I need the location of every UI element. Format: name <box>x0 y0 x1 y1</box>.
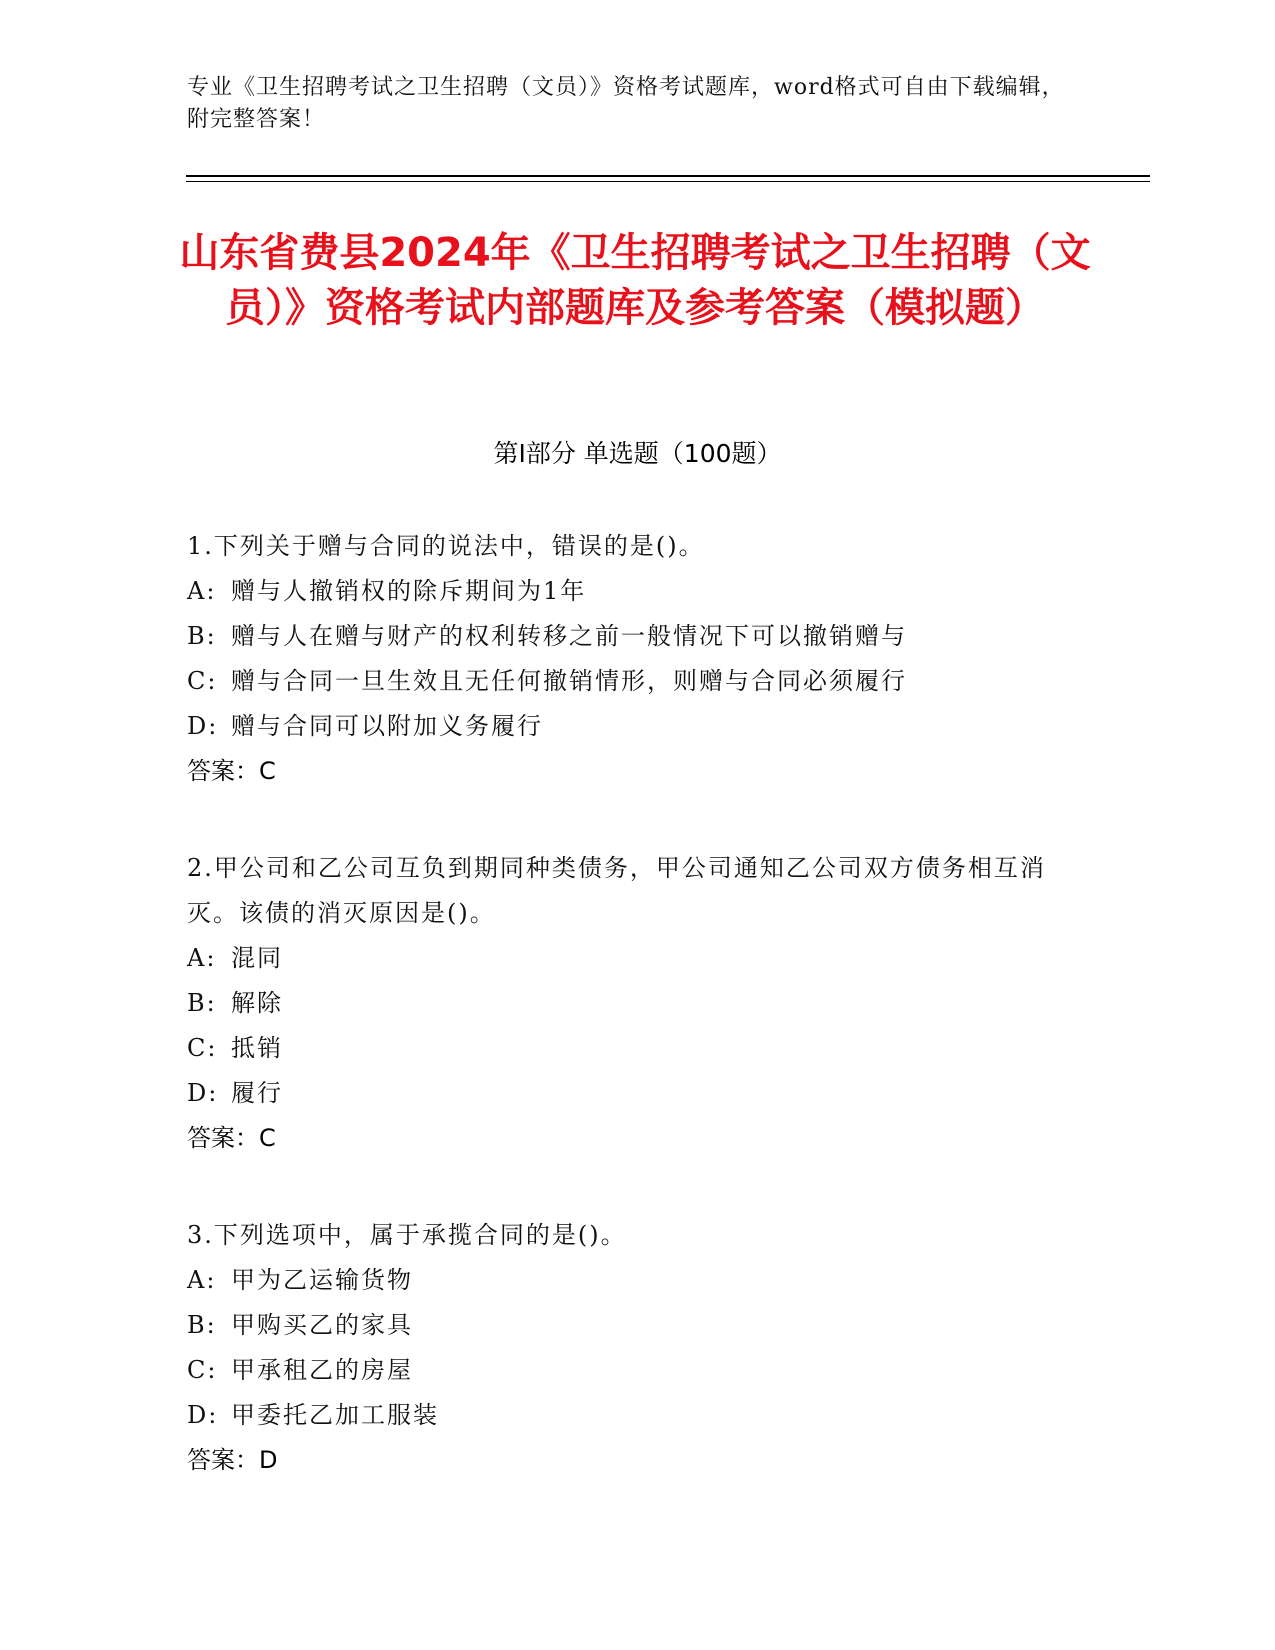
option-b <box>187 981 1087 1026</box>
option-c <box>187 659 1087 704</box>
question-1 <box>187 524 1087 794</box>
header-divider-thin <box>186 181 1150 182</box>
option-text: 赠与人在赠与财产的权利转移之前一般情况下可以撤销赠与 <box>231 622 907 650</box>
option-text: 赠与人撤销权的除斥期间为1年 <box>231 577 587 605</box>
question-stem: 3.下列选项中，属于承揽合同的是()。 <box>187 1221 627 1249</box>
document-title: 山东省费县2024年《卫生招聘考试之卫生招聘（文员）》资格考试内部题库及参考答案（模拟题） <box>179 230 1091 331</box>
option-text: 混同 <box>231 944 283 972</box>
option-text: 赠与合同可以附加义务履行 <box>231 712 543 740</box>
question-2 <box>187 846 1087 1161</box>
option-c <box>187 1348 1087 1393</box>
option-text: 甲为乙运输货物 <box>231 1266 413 1294</box>
option-d <box>187 1393 1087 1438</box>
option-label: B: <box>187 1311 217 1339</box>
option-text: 履行 <box>231 1079 283 1107</box>
option-label: B: <box>187 989 217 1017</box>
question-stem: 1.下列关于赠与合同的说法中，错误的是()。 <box>187 532 705 560</box>
option-label: A: <box>187 1266 217 1294</box>
answer: 答案：C <box>187 757 276 785</box>
option-label: C: <box>187 1034 218 1062</box>
option-d <box>187 1071 1087 1116</box>
answer: 答案：C <box>187 1124 276 1152</box>
option-label: D: <box>187 1401 219 1429</box>
option-text: 抵销 <box>231 1034 283 1062</box>
option-d <box>187 704 1087 749</box>
section-heading: 第Ⅰ部分 单选题（100题） <box>493 439 782 468</box>
option-a <box>187 569 1087 614</box>
question-3 <box>187 1213 1087 1483</box>
option-text: 甲购买乙的家具 <box>231 1311 413 1339</box>
option-label: D: <box>187 712 219 740</box>
option-label: C: <box>187 667 218 695</box>
option-a <box>187 936 1087 981</box>
option-label: A: <box>187 944 217 972</box>
option-b <box>187 614 1087 659</box>
option-label: D: <box>187 1079 219 1107</box>
option-text: 赠与合同一旦生效且无任何撤销情形，则赠与合同必须履行 <box>231 667 907 695</box>
answer: 答案：D <box>187 1446 278 1474</box>
header-note: 专业《卫生招聘考试之卫生招聘（文员）》资格考试题库，word格式可自由下载编辑，附完整答案！ <box>187 75 1065 132</box>
option-a <box>187 1258 1087 1303</box>
option-text: 甲承租乙的房屋 <box>231 1356 413 1384</box>
option-label: C: <box>187 1356 218 1384</box>
option-text: 甲委托乙加工服装 <box>231 1401 439 1429</box>
option-text: 解除 <box>231 989 283 1017</box>
option-label: A: <box>187 577 217 605</box>
header-divider-thick <box>186 175 1150 177</box>
option-c <box>187 1026 1087 1071</box>
question-stem: 2.甲公司和乙公司互负到期同种类债务，甲公司通知乙公司双方债务相互消灭。该债的消灭原因是()。 <box>187 854 1046 927</box>
option-label: B: <box>187 622 217 650</box>
option-b <box>187 1303 1087 1348</box>
question-list <box>187 524 1087 1535</box>
